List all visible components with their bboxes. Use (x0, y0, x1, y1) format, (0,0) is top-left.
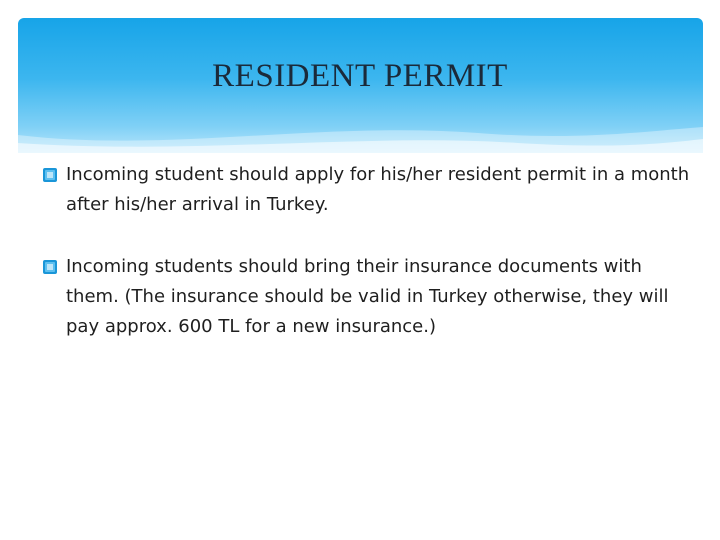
bullet-text: Incoming student should apply for his/her resident permit in a month after his/her arrival in Turkey. (66, 164, 690, 215)
slide-title: RESIDENT PERMIT (212, 58, 508, 94)
checkbox-square-icon (42, 167, 58, 183)
bullet-item (40, 252, 690, 342)
checkbox-square-icon (42, 259, 58, 275)
header-wave-decoration (18, 113, 703, 153)
bullet-text: Incoming students should bring their insurance documents with them. (The insurance should be valid in Turkey otherwise, they will pay approx. 600 TL for a new insurance.) (66, 256, 669, 337)
bullet-list (40, 160, 690, 374)
bullet-item (40, 160, 690, 220)
